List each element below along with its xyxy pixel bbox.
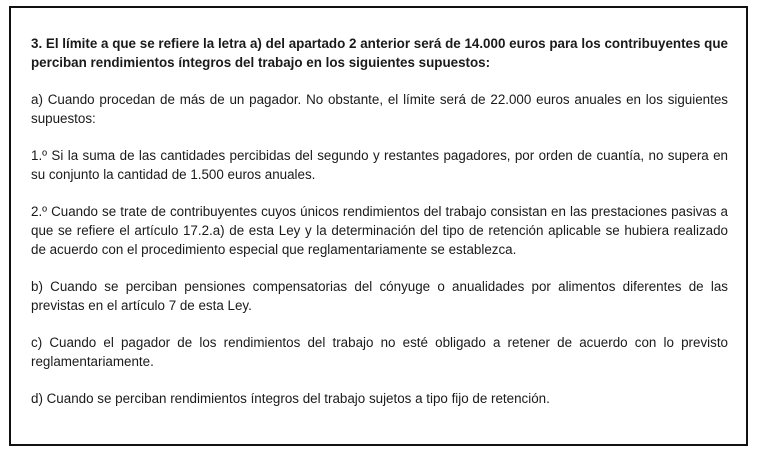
paragraph-a: a) Cuando procedan de más de un pagador. No obstante, el límite será de 22.000 euros anuales en los siguientes supuestos:	[31, 92, 728, 126]
document-frame	[9, 6, 748, 446]
paragraph-heading: 3. El límite a que se refiere la letra a) del apartado 2 anterior será de 14.000 euros para los contribuyentes que perciban rendimientos íntegros del trabajo en los siguientes supuestos:	[31, 36, 728, 70]
paragraph-b: b) Cuando se perciban pensiones compensatorias del cónyuge o anualidades por alimentos diferentes de las previstas en el artículo 7 de esta Ley.	[31, 279, 728, 313]
paragraph-a-2: 2.º Cuando se trate de contribuyentes cuyos únicos rendimientos del trabajo consistan en las prestaciones pasivas a que se refiere el artículo 17.2.a) de esta Ley y la determinación del tipo de retención aplicable se hubiera realizado de acuerdo con el procedimiento especial que reglamentariamente se establezca.	[31, 204, 728, 257]
document-body	[31, 34, 728, 426]
paragraph-a-1: 1.º Si la suma de las cantidades percibidas del segundo y restantes pagadores, por orden de cuantía, no supera en su conjunto la cantidad de 1.500 euros anuales.	[31, 148, 728, 182]
paragraph-d: d) Cuando se perciban rendimientos íntegros del trabajo sujetos a tipo fijo de retención.	[31, 391, 550, 406]
paragraph-c: c) Cuando el pagador de los rendimientos del trabajo no esté obligado a retener de acuerdo con lo previsto reglamentariamente.	[31, 335, 728, 369]
